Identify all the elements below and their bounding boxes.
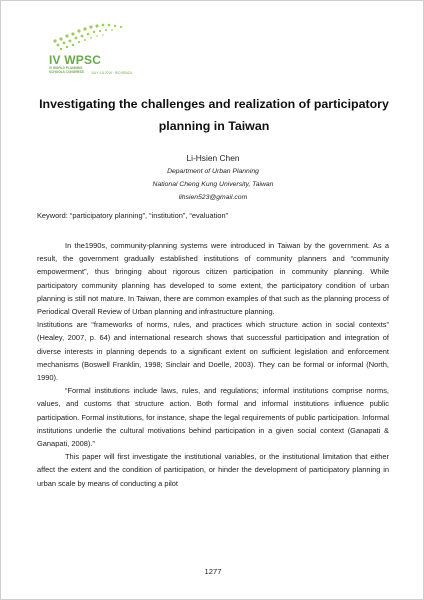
logo-subtitle: IV WORLD PLANNING SCHOOLS CONGRESS [49,66,84,74]
author-university: National Cheng Kung University, Taiwan [152,181,274,188]
logo-tagline: JULY 4-8 2016 · RIO BRAZIL [91,71,133,75]
page-number: 1277 [204,567,222,576]
body-text [37,239,389,490]
author-email: lihsien523@gmail.com [178,194,248,201]
author-name: Li-Hsien Chen [186,153,240,163]
paragraph: “Formal institutions include laws, rules, and regulations; informal institutions comprise norms, values, and customs that structure action. Both formal and informal institutions influence public participation. Formal institutions, for instance, shape the legal requirements of public participation. Informal institutions underlie the cultural motivations behind participation in a given social context (Ganapati & Ganapati, 2008).” [37,386,389,449]
logo-title: IV WPSC [49,53,102,67]
paragraph: This paper will first investigate the institutional variables, or the institutional limitation that either affect the extent and the condition of participation, or hinder the development of participatory planning in urban scale by means of conducting a pilot [37,452,389,488]
paper-title: Investigating the challenges and realization of participatory planning in Taiwan [39,97,389,133]
author-department: Department of Urban Planning [167,168,259,175]
congress-logo [45,19,165,79]
keywords: Keyword: “participatory planning”, “institution”, “evaluation” [37,211,229,220]
paragraph: Institutions are “frameworks of norms, rules, and practices which structure action in social contexts” (Healey, 2007, p. 64) and international research shows that successful participation and integration of diverse interests in planning depends to a significant extent on sufficient legislation and enforcement mechanisms (Boswell Franklin, 1998; Sinclair and Doelle, 2003). They can be formal or informal (North, 1990). [37,320,389,383]
paragraph: In the1990s, community-planning systems were introduced in Taiwan by the government. As a result, the government gradually established institutions of community planners and “community empowerment”, thus bringing about rigorous citizen participation in community planning. While participatory community planning has developed to some extent, the participatory condition of urban planning is still not mature. In Taiwan, there are common examples of that such as the planning process of Periodical Overall Review of Urban planning and infrastructure planning. [37,241,389,317]
